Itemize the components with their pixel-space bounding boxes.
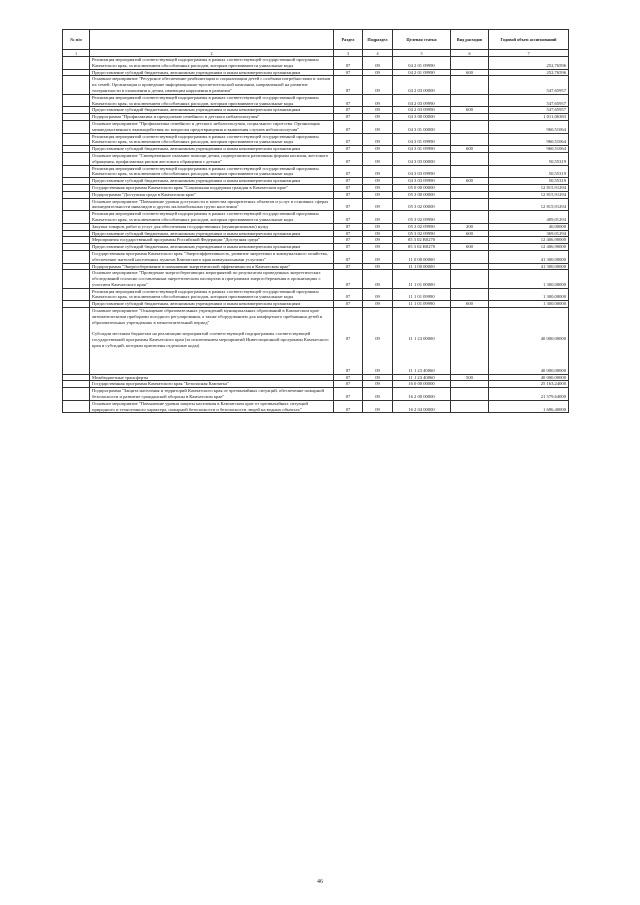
cell-section: 07: [334, 184, 363, 191]
cell-amount: 1 300,00000: [489, 301, 569, 308]
cell-expense-type: [451, 114, 489, 121]
cell-description: Предоставление субсидий бюджетным, автономным учреждениям и иным некоммерческим организациям: [90, 301, 334, 308]
cell-num: [63, 133, 90, 146]
cell-amount: 40,00000: [489, 223, 569, 230]
cell-amount: 41 300,00000: [489, 250, 569, 263]
cell-subsection: 09: [363, 69, 393, 76]
cell-expense-type: [451, 250, 489, 263]
cell-description: Реализация мероприятий соответствующей подпрограммы в рамках соответствующей государственной программы Камчатского края, за исключением обособленных расходов, которым присваиваются уникальные коды: [90, 57, 334, 70]
cell-section: 07: [334, 400, 363, 413]
cell-expense-type: [451, 237, 489, 244]
cell-expense-type: [451, 184, 489, 191]
cell-target: 16 2 00 00000: [393, 388, 451, 401]
cell-section: 07: [334, 178, 363, 185]
table-row: [63, 400, 569, 413]
cell-description: Предоставление субсидий бюджетным, автономным учреждениям и иным некоммерческим организациям: [90, 178, 334, 185]
cell-expense-type: 600: [451, 301, 489, 308]
cell-amount: [489, 308, 569, 375]
cell-expense-type: 600: [451, 69, 489, 76]
cell-expense-type: [451, 288, 489, 301]
cell-target: 16 2 04 00000: [393, 400, 451, 413]
cell-num: [63, 244, 90, 251]
cell-num: [63, 198, 90, 211]
cell-section: 07: [334, 107, 363, 114]
cell-description: Основное мероприятие "Ресурсное обеспечение реабилитации и социализации детей с особыми потребностями и членов их семей. Организация и проведение информационно-просветительской кампании, направленной на развитие толерантности в отношении к детям, имеющим нарушения в развитии": [90, 76, 334, 94]
cell-subsection: 09: [363, 244, 393, 251]
cell-description: Реализация мероприятий соответствующей подпрограммы в рамках соответствующей государственной программы Камчатского края, за исключением обособленных расходов, которым присваиваются уникальные коды: [90, 133, 334, 146]
table-body: [63, 57, 569, 413]
cell-section: 07: [334, 288, 363, 301]
cell-description: Подпрограмма "Доступная среда в Камчатском крае": [90, 191, 334, 198]
cell-section: 07: [334, 191, 363, 198]
cell-num: [63, 120, 90, 133]
cell-target: 11 1 01 00000: [393, 270, 451, 288]
cell-subsection: 09: [363, 152, 393, 165]
cell-subsection: 09: [363, 270, 393, 288]
cell-description: Основное мероприятие "Повышение уровня доступности и качества приоритетных объектов и услуг в основных сферах жизнедеятельности инвалидов и других маломобильных групп населения": [90, 198, 334, 211]
cell-section: 07: [334, 146, 363, 153]
cell-section: 07: [334, 223, 363, 230]
cell-subsection: 09: [363, 114, 393, 121]
cell-section: 07: [334, 94, 363, 107]
cell-expense-type: 600: [451, 107, 489, 114]
cell-section: 07: [334, 301, 363, 308]
cell-num: [63, 94, 90, 107]
cell-expense-type: [451, 270, 489, 288]
cell-amount: 960,51064: [489, 120, 569, 133]
budget-table: [62, 29, 569, 413]
merged-section-b: 07: [345, 367, 351, 373]
cell-expense-type: [451, 57, 489, 70]
table-row: [63, 114, 569, 121]
cell-amount: 369,01294: [489, 230, 569, 237]
cell-target: 11 1 01 09990: [393, 288, 451, 301]
cell-target: [393, 308, 451, 375]
cell-expense-type: [451, 152, 489, 165]
cell-description: Подпрограмма "Защита населения и территорий Камчатского края от чрезвычайных ситуаций, обеспечение пожарной безопасности и развитие гражданской обороны в Камчатском крае": [90, 388, 334, 401]
cell-expense-type: [451, 76, 489, 94]
header-num: № п/п: [63, 30, 90, 50]
cell-target: 05 3 02 09990: [393, 223, 451, 230]
cell-num: [63, 107, 90, 114]
cell-subsection: 09: [363, 288, 393, 301]
cell-subsection: 09: [363, 381, 393, 388]
table-row: [63, 152, 569, 165]
merged-section-a: 07: [345, 336, 351, 342]
cell-description: Государственная программа Камчатского края "Безопасная Камчатка": [90, 381, 334, 388]
cell-num: [63, 374, 90, 381]
cell-target: 04 3 00 00000: [393, 114, 451, 121]
cell-num: [63, 250, 90, 263]
cell-num: [63, 288, 90, 301]
cell-description: Государственная программа Камчатского края "Энергоэффективность, развитие энергетики и коммунального хозяйства, обеспечение жителей населенных пунктов Камчатского края коммунальными услугами": [90, 250, 334, 263]
cell-target: 16 0 00 00000: [393, 381, 451, 388]
cell-target: 04 2 03 09990: [393, 107, 451, 114]
cell-amount: 1 300,00000: [489, 288, 569, 301]
cell-amount: 12 815,91294: [489, 184, 569, 191]
cell-subsection: 09: [363, 400, 393, 413]
table-row: [63, 250, 569, 263]
cell-amount: 252,76596: [489, 57, 569, 70]
table-row: [63, 388, 569, 401]
cell-section: 07: [334, 381, 363, 388]
cell-section: 07: [334, 69, 363, 76]
table-row: [63, 288, 569, 301]
cell-description: Государственная программа Камчатского края "Социальная поддержка граждан в Камчатском крае": [90, 184, 334, 191]
cell-description: Реализация мероприятий соответствующей подпрограммы в рамках соответствующей государственной программы Камчатского края, за исключением обособленных расходов, которым присваиваются уникальные коды: [90, 165, 334, 178]
cell-amount: 50,55319: [489, 165, 569, 178]
cell-amount: 960,51064: [489, 146, 569, 153]
page-number: 46: [317, 879, 323, 885]
cell-expense-type: [451, 165, 489, 178]
cell-target: 05 3 02 09990: [393, 230, 451, 237]
cell-subsection: 09: [363, 178, 393, 185]
column-index: 7: [489, 50, 569, 57]
table-row: [63, 69, 569, 76]
cell-amount: 40 000,00000: [489, 374, 569, 381]
cell-description: Основное мероприятие "Проведение энергосберегающих мероприятий по результатам проведенных энергетических обследований согласно составленным энергетическим паспортам и программам энергосбережения в организациях с участием Камчатского края": [90, 270, 334, 288]
cell-expense-type: [451, 211, 489, 224]
cell-description: Основное мероприятие "Профилактика семейного и детского неблагополучия, социального сиротства. Организация межведомственного взаимодействия по вопросам предотвращения и выявления случаев неблагополучия": [90, 120, 334, 133]
cell-description: Реализация мероприятий соответствующей подпрограммы в рамках соответствующей государственной программы Камчатского края, за исключением обособленных расходов, которым присваиваются уникальные коды: [90, 288, 334, 301]
cell-num: [63, 146, 90, 153]
cell-num: [63, 230, 90, 237]
cell-target: 05 3 02 00000: [393, 198, 451, 211]
cell-expense-type: [451, 308, 489, 375]
cell-section: 07: [334, 76, 363, 94]
table-row: [63, 191, 569, 198]
cell-subsection: 09: [363, 263, 393, 270]
cell-target: 11 0 00 00000: [393, 250, 451, 263]
cell-description: Предоставление субсидий бюджетным, автономным учреждениям и иным некоммерческим организациям: [90, 146, 334, 153]
table-row: [63, 301, 569, 308]
cell-subsection: 09: [363, 198, 393, 211]
cell-subsection: 09: [363, 94, 393, 107]
cell-section: 07: [334, 57, 363, 70]
header-expense-type: Вид расходов: [451, 30, 489, 50]
cell-amount: 960,51064: [489, 133, 569, 146]
table-row: [63, 374, 569, 381]
table-row: [63, 230, 569, 237]
cell-num: [63, 178, 90, 185]
cell-num: [63, 223, 90, 230]
cell-target: 04 2 01 09990: [393, 57, 451, 70]
cell-subsection: 09: [363, 165, 393, 178]
table-row: [63, 76, 569, 94]
cell-section: 07: [334, 237, 363, 244]
header-subsection: Подраздел: [363, 30, 393, 50]
cell-amount: 12 815,91294: [489, 191, 569, 198]
cell-expense-type: [451, 400, 489, 413]
header-target: Целевая статья: [393, 30, 451, 50]
cell-section: 07: [334, 165, 363, 178]
budget-sheet: [62, 29, 568, 413]
table-row: [63, 120, 569, 133]
cell-num: [63, 69, 90, 76]
cell-num: [63, 165, 90, 178]
header-description: [90, 30, 334, 50]
cell-target: 05 3 02 R0270: [393, 237, 451, 244]
cell-amount: 50,55319: [489, 178, 569, 185]
cell-target: 04 2 03 00000: [393, 76, 451, 94]
cell-description: Основное мероприятие "Повышение уровня защиты населения в Камчатском крае от чрезвычайных ситуаций природного и техногенного характера, пожарной безопасности и безопасности людей на водных объектах": [90, 400, 334, 413]
table-row: [63, 198, 569, 211]
cell-description: Подпрограмма "Энергосбережение и повышение энергетической эффективности в Камчатском крае": [90, 263, 334, 270]
cell-description: Реализация мероприятий соответствующей подпрограммы в рамках соответствующей государственной программы Камчатского края, за исключением обособленных расходов, которым присваиваются уникальные коды: [90, 94, 334, 107]
cell-num: [63, 301, 90, 308]
cell-subsection: 09: [363, 184, 393, 191]
cell-subsection: 09: [363, 237, 393, 244]
header-section: Раздел: [334, 30, 363, 50]
cell-amount: 12 815,91294: [489, 198, 569, 211]
merged-desc-a: Основное мероприятие "Оснащение образовательных учреждений муниципальных образований в Камчатском крае автоматическими приборами погодного регулирования, а также оборудованием для комфортного пребывания детей в образовательных учреждениях в межотопительный период": [92, 308, 323, 325]
cell-description: Предоставление субсидий бюджетным, автономным учреждениям и иным некоммерческим организациям: [90, 230, 334, 237]
cell-subsection: 09: [363, 120, 393, 133]
cell-description: Закупка товаров, работ и услуг для обеспечения государственных (муниципальных) нужд: [90, 223, 334, 230]
cell-num: [63, 76, 90, 94]
cell-amount: 21 579,64000: [489, 388, 569, 401]
cell-subsection: [363, 308, 393, 375]
column-index: 3: [334, 50, 363, 57]
cell-subsection: 09: [363, 191, 393, 198]
table-row: [63, 133, 569, 146]
cell-subsection: 09: [363, 107, 393, 114]
cell-amount: 252,76596: [489, 69, 569, 76]
cell-expense-type: 600: [451, 230, 489, 237]
column-index: 1: [63, 50, 90, 57]
cell-num: [63, 57, 90, 70]
cell-subsection: 09: [363, 223, 393, 230]
cell-target: 04 2 01 09990: [393, 69, 451, 76]
column-index: 5: [393, 50, 451, 57]
cell-target: 05 3 02 09990: [393, 211, 451, 224]
table-row: [63, 244, 569, 251]
cell-num: [63, 308, 90, 375]
merged-amount-b: 40 000,00000: [540, 367, 566, 373]
cell-description: Предоставление субсидий бюджетным, автономным учреждениям и иным некоммерческим организациям: [90, 107, 334, 114]
table-row: [63, 237, 569, 244]
cell-section: 07: [334, 133, 363, 146]
cell-amount: 25 163,24000: [489, 381, 569, 388]
column-index: 2: [90, 50, 334, 57]
cell-description: Реализация мероприятий соответствующей подпрограммы в рамках соответствующей государственной программы Камчатского края, за исключением обособленных расходов, которым присваиваются уникальные коды: [90, 211, 334, 224]
cell-num: [63, 263, 90, 270]
cell-target: 04 3 01 09990: [393, 133, 451, 146]
cell-subsection: 09: [363, 301, 393, 308]
cell-description: Основное мероприятие "Своевременное оказание помощи детям, подвергшимся различным формам насилия, жестокого обращения, профилактика рисков жестокого обращения с детьми": [90, 152, 334, 165]
column-index: 6: [451, 50, 489, 57]
cell-section: 07: [334, 211, 363, 224]
cell-amount: 1 686,40000: [489, 400, 569, 413]
merged-target-a: 11 1 23 00000: [408, 336, 435, 342]
table-row: [63, 184, 569, 191]
table-row: [63, 57, 569, 70]
table-row: [63, 94, 569, 107]
cell-expense-type: [451, 191, 489, 198]
cell-num: [63, 191, 90, 198]
cell-amount: 547,65957: [489, 107, 569, 114]
cell-num: [63, 388, 90, 401]
cell-target: 11 1 23 40060: [393, 374, 451, 381]
cell-num: [63, 400, 90, 413]
table-row: [63, 223, 569, 230]
table-row: [63, 178, 569, 185]
cell-amount: 1 300,00000: [489, 270, 569, 288]
cell-amount: 12 406,90000: [489, 237, 569, 244]
cell-amount: 41 300,00000: [489, 263, 569, 270]
cell-amount: 547,65957: [489, 76, 569, 94]
cell-section: 07: [334, 270, 363, 288]
cell-target: 04 3 03 00000: [393, 152, 451, 165]
cell-description: Межбюджетные трансферты: [90, 374, 334, 381]
cell-amount: 409,01294: [489, 211, 569, 224]
cell-target: 04 3 03 09990: [393, 165, 451, 178]
cell-subsection: 09: [363, 133, 393, 146]
cell-subsection: 09: [363, 374, 393, 381]
cell-amount: 12 406,90000: [489, 244, 569, 251]
cell-expense-type: 600: [451, 244, 489, 251]
cell-section: 07: [334, 388, 363, 401]
header-amount: Годовой объем ассигнований: [489, 30, 569, 50]
cell-target: 04 3 03 09990: [393, 178, 451, 185]
cell-subsection: 09: [363, 76, 393, 94]
cell-section: [334, 308, 363, 375]
cell-subsection: 09: [363, 230, 393, 237]
cell-amount: 50,55319: [489, 152, 569, 165]
merged-subsection-b: 09: [375, 367, 380, 373]
column-index: 4: [363, 50, 393, 57]
cell-num: [63, 270, 90, 288]
cell-description: Предоставление субсидий бюджетным, автономным учреждениям и иным некоммерческим организациям: [90, 244, 334, 251]
merged-amount-a: 40 000,00000: [540, 336, 566, 342]
cell-description: [90, 308, 334, 375]
cell-target: 05 3 02 R0270: [393, 244, 451, 251]
cell-section: 07: [334, 230, 363, 237]
cell-num: [63, 152, 90, 165]
cell-subsection: 09: [363, 146, 393, 153]
table-row: [63, 107, 569, 114]
table-row: [63, 211, 569, 224]
column-index-row: [63, 50, 569, 57]
header-row: [63, 30, 569, 50]
table-row: [63, 165, 569, 178]
merged-desc-b: Субсидии местным бюджетам на реализацию мероприятий соответствующей подпрограммы соответствующей государственной программы Камчатского края (за исключением мероприятий Инвестиционной программы Камчатского края и субсидий, которым присвоены отдельные коды): [92, 331, 329, 349]
cell-target: 04 3 01 09990: [393, 146, 451, 153]
cell-expense-type: 600: [451, 146, 489, 153]
cell-subsection: 09: [363, 250, 393, 263]
cell-expense-type: 500: [451, 374, 489, 381]
cell-target: 04 3 01 00000: [393, 120, 451, 133]
cell-description: Мероприятия государственной программы Российской Федерации "Доступная среда": [90, 237, 334, 244]
cell-target: 11 1 00 00000: [393, 263, 451, 270]
table-row: [63, 270, 569, 288]
cell-section: 07: [334, 114, 363, 121]
cell-subsection: 09: [363, 388, 393, 401]
cell-expense-type: [451, 94, 489, 107]
table-row: [63, 263, 569, 270]
cell-section: 07: [334, 263, 363, 270]
cell-description: Подпрограмма "Профилактика и преодоление семейного и детского неблагополучия": [90, 114, 334, 121]
cell-num: [63, 184, 90, 191]
cell-subsection: 09: [363, 57, 393, 70]
cell-target: 05 3 00 00000: [393, 191, 451, 198]
cell-target: 04 2 03 09990: [393, 94, 451, 107]
cell-expense-type: 600: [451, 178, 489, 185]
table-row: [63, 146, 569, 153]
cell-section: 07: [334, 374, 363, 381]
cell-section: 07: [334, 120, 363, 133]
cell-expense-type: [451, 381, 489, 388]
cell-target: 05 0 00 00000: [393, 184, 451, 191]
cell-section: 07: [334, 152, 363, 165]
merged-subsection-a: 09: [375, 336, 380, 342]
cell-subsection: 09: [363, 211, 393, 224]
table-row: [63, 381, 569, 388]
cell-num: [63, 381, 90, 388]
cell-expense-type: [451, 198, 489, 211]
cell-num: [63, 211, 90, 224]
cell-target: 11 1 01 09990: [393, 301, 451, 308]
cell-num: [63, 237, 90, 244]
cell-expense-type: 200: [451, 223, 489, 230]
cell-expense-type: [451, 133, 489, 146]
cell-description: Предоставление субсидий бюджетным, автономным учреждениям и иным некоммерческим организациям: [90, 69, 334, 76]
cell-expense-type: [451, 263, 489, 270]
cell-section: 07: [334, 250, 363, 263]
table-row-merged: [63, 308, 569, 375]
cell-amount: 547,65957: [489, 94, 569, 107]
cell-section: 07: [334, 244, 363, 251]
cell-num: [63, 114, 90, 121]
cell-section: 07: [334, 198, 363, 211]
cell-expense-type: [451, 388, 489, 401]
cell-amount: 1 011,06383: [489, 114, 569, 121]
cell-expense-type: [451, 120, 489, 133]
merged-target-b: 11 1 23 40060: [408, 367, 435, 373]
